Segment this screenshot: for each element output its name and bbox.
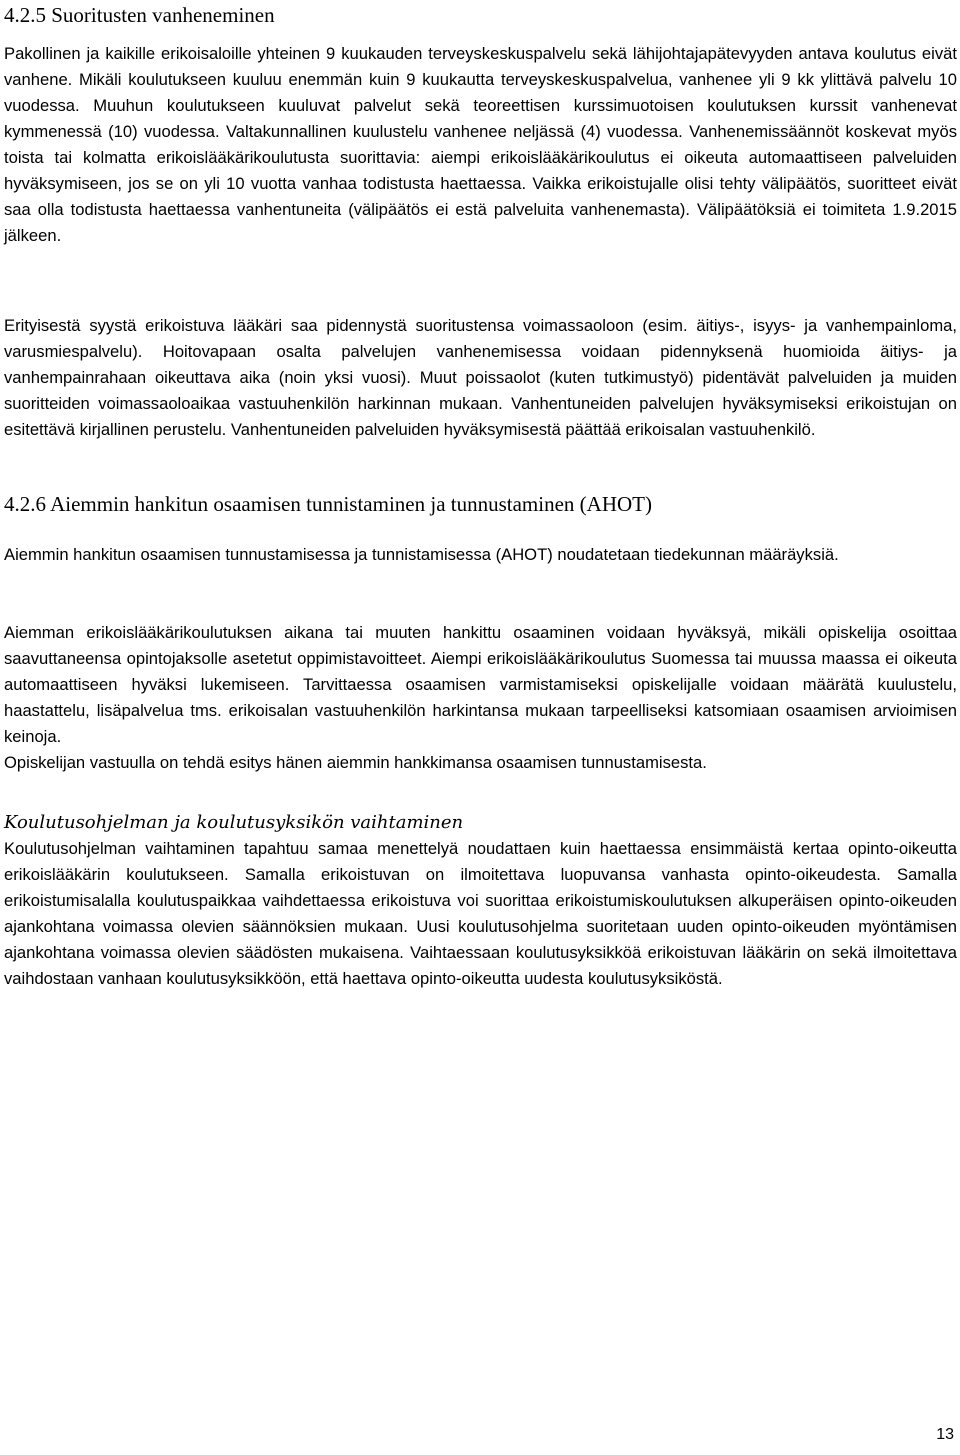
section-heading-ahot: 4.2.6 Aiemmin hankitun osaamisen tunnistaminen ja tunnustaminen (AHOT)	[4, 492, 652, 516]
paragraph-vaihtaminen: Koulutusohjelman vaihtaminen tapahtuu samaa menettelyä noudattaen kuin haettaessa ensimmäistä kertaa opinto-oikeutta erikoislääkärin koulutukseen. Samalla erikoistuvan on ilmoitettava luopuvansa vanhasta opinto-oikeudesta. Samalla erikoistumisalalla koulutuspaikkaa vaihdettaessa erikoistuva voi suorittaa erikoistumiskoulutuksen alkuperäisen opinto-oikeuden ajankohtana voimassa olevien säännöksien mukaan. Uusi koulutusohjelma suoritetaan uuden opinto-oikeuden myöntämisen ajankohtana voimassa olevien säädösten mukaisena. Vaihtaessaan koulutusyksikköä erikoistuvan lääkärin on sekä ilmoitettava vaihdostaan vanhaan koulutusyksikköön, että haettava opinto-oikeutta uudesta koulutusyksiköstä.	[4, 839, 957, 988]
page-number: 13	[936, 1426, 954, 1443]
paragraph-ahot-details: Aiemman erikoislääkärikoulutuksen aikana tai muuten hankittu osaaminen voidaan hyväksyä, mikäli opiskelija osoittaa saavuttaneensa opintojaksolle asetetut oppimistavoitteet. Aiempi erikoislääkärikoulutus Suomessa tai muussa maassa ei oikeuta automaattiseen hyväksi lukemiseen. Tarvittaessa osaamisen varmistamiseksi opiskelijalle voidaan määrätä kuulustelu, haastattelu, lisäpalvelua tms. erikoisalan vastuuhenkilön harkintansa mukaan tarpeelliseksi katsomiaan osaamisen arvioimisen keinoja.	[4, 623, 957, 746]
paragraph-ahot-intro: Aiemmin hankitun osaamisen tunnustamisessa ja tunnistamisessa (AHOT) noudatetaan tiedekunnan määräyksiä.	[4, 545, 839, 564]
paragraph-pidennys: Erityisestä syystä erikoistuva lääkäri saa pidennystä suoritustensa voimassaoloon (esim. äitiys-, isyys- ja vanhempainloma, varusmiespalvelu). Hoitovapaan osalta palvelujen vanhenemisessa voidaan pidennyksenä huomioida äitiys- ja vanhempainrahaan oikeuttava aika (noin yksi vuosi). Muut poissaolot (kuten tutkimustyö) pidentävät palveluiden ja muiden suoritteiden voimassaoloaikaa vastuuhenkilön harkinnan mukaan. Vanhentuneiden palvelujen hyväksymiseksi erikoistujan on esitettävä kirjallinen perustelu. Vanhentuneiden palveluiden hyväksymisestä päättää erikoisalan vastuuhenkilö.	[4, 316, 957, 439]
section-heading-suoritusten-vanheneminen: 4.2.5 Suoritusten vanheneminen	[4, 3, 275, 27]
paragraph-vanheneminen-rules: Pakollinen ja kaikille erikoisaloille yhteinen 9 kuukauden terveyskeskuspalvelu sekä lähijohtajapätevyyden antava koulutus eivät vanhene. Mikäli koulutukseen kuuluu enemmän kuin 9 kuukautta terveyskeskuspalvelua, vanhenee yli 9 kk ylittävä palvelu 10 vuodessa. Muuhun koulutukseen kuuluvat palvelut sekä teoreettisen kurssimuotoisen koulutuksen kurssit vanhenevat kymmenessä (10) vuodessa. Valtakunnallinen kuulustelu vanhenee neljässä (4) vuodessa. Vanhenemissäännöt koskevat myös toista tai kolmatta erikoislääkärikoulutusta suorittavia: aiempi erikoislääkärikoulutus ei oikeuta automaattiseen palveluiden hyväksymiseen, jos se on yli 10 vuotta vanhaa todistusta haettaessa. Vaikka erikoistujalle olisi tehty välipäätös, suoritteet eivät saa olla todistusta haettaessa vanhentuneita (välipäätös ei estä palveluita vanhenemasta). Välipäätöksiä ei toimiteta 1.9.2015 jälkeen.	[4, 44, 957, 245]
paragraph-ahot-responsibility: Opiskelijan vastuulla on tehdä esitys hänen aiemmin hankkimansa osaamisen tunnustamisesta.	[4, 753, 707, 772]
section-heading-vaihtaminen: Koulutusohjelman ja koulutusyksikön vaihtaminen	[4, 812, 464, 833]
